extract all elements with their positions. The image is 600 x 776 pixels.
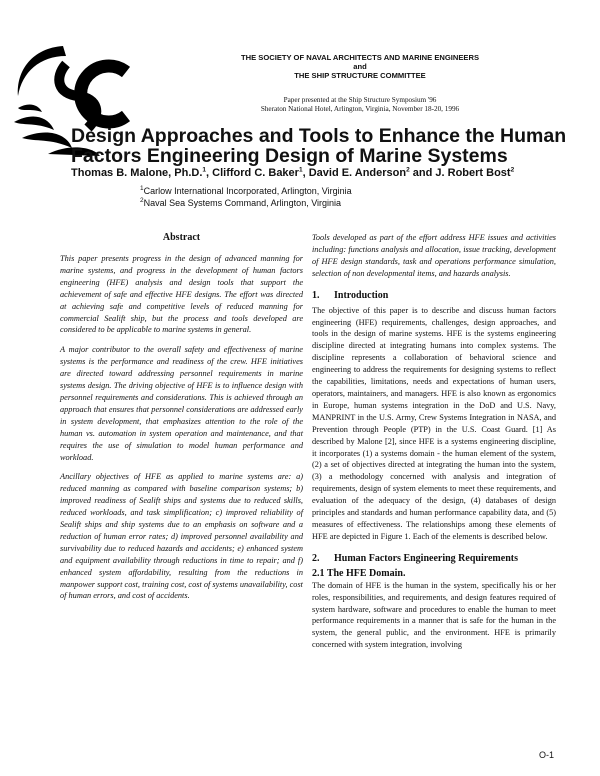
affiliation — [140, 198, 440, 208]
abstract-paragraph: This paper presents progress in the design of advanced manning for marine systems, and progress in the development of human factors engineering (HFE) analysis and design tools that support the achievement of safe and effective HFE designs. The effort was directed at achieving safe and competitive levels of reduced manning for commercial Sealift ship, but the process and tools developed are considered to be applicable to marine systems in general. — [60, 254, 303, 335]
symposium-note: Paper presented at the Ship Structure Symposium '96 — [283, 96, 437, 104]
abstract-paragraph: Tools developed as part of the effort address HFE issues and activities including: functions analysis and allocation, issue tracking, development of HFE design standards, task and operations performance simulation, selection of non developmental items, and hazards analysis. — [312, 233, 556, 278]
section-heading-introduction — [312, 290, 556, 302]
abstract-paragraph: Ancillary objectives of HFE as applied to marine systems are: a) reduced manning as compared with baseline comparison systems; b) improved readiness of Sealift ships and systems due to reduced skills, reduced workloads, and task simplification; c) improved reliability of Sealift ships and ship systems due to an emphasis on software and a reduction of human error rates; d) improved personnel availability and survivability due to reduced hazards and accidents; e) enhanced system and equipment availability through reductions in time to repair; and f) enhanced system affordability, resulting from the reductions in manpower support cost, training cost, cost of systems unavailability, cost of human errors, and cost of accidents. — [60, 472, 303, 601]
subsection-heading: 2.1 The HFE Domain. — [312, 567, 406, 579]
author-list — [71, 167, 591, 179]
author-name: David E. Anderson — [308, 167, 407, 179]
author-name: Clifford C. Baker — [212, 167, 299, 179]
author-affil-marker: 2 — [510, 166, 515, 174]
author-name: J. Robert Bost — [435, 167, 511, 179]
body-paragraph: The domain of HFE is the human in the system, specifically his or her roles, responsibilities, and requirements, and design features required of system hardware, software and procedures to enable the human to meet performance requirements in a manner that is safe for the human in the system, the general public, and the environment. HFE is primarily concerned with system integration, involving — [312, 580, 556, 650]
title-line-2: Factors Engineering Design of Marine Systems — [71, 145, 508, 167]
author-separator: and — [409, 167, 436, 179]
left-column — [60, 232, 303, 610]
author-affil-marker: 1 — [298, 166, 303, 174]
section-number: 1. — [312, 289, 320, 301]
body-paragraph: The objective of this paper is to describe and discuss human factors engineering (HFE) requirements, challenges, design approaches, and tools in the design of marine systems. HFE is the systems engineering discipline directed at integrating humans into complex systems. The discipline represents a collaboration of behavioral science and engineering to address the requirements for designing systems to reflect the capabilities, limitations, needs and expectations of human users, operators, maintainers, and managers. HFE is also known as ergonomics in Europe, human systems integration in the DoD and U.S. Navy, MANPRINT in the U.S. Army, Crew Systems Integration in NASA, and Prevention through People (PTP) in the U.S. Coast Guard. [1] As described by Malone [2], since HFE is a systems engineering discipline, it incorporates (1) a systems domain - the human element of the system, (2) a set of objectives directed at integrating the human into the system, (3) a methodology concerned with analysis and integration of requirements, design of system elements to meet these requirements, and evaluation of the adequacy of the design, (4) databases of design principles and standards and human performance capability data, and (5) measures of effectiveness. The relationships among these elements of HFE are depicted in Figure 1. Each of the elements is described below. — [312, 305, 556, 541]
abstract-heading: Abstract — [162, 232, 201, 243]
affiliation-text: Naval Sea Systems Command, Arlington, Virginia — [143, 198, 342, 208]
author-affil-marker: 2 — [406, 166, 410, 174]
section-title: Human Factors Engineering Requirements — [334, 552, 518, 564]
section-title: Introduction — [334, 289, 389, 301]
author-name: Thomas B. Malone, Ph.D. — [71, 167, 203, 179]
author-separator: , — [206, 167, 213, 179]
page-number: O-1 — [538, 750, 554, 760]
abstract-paragraph: A major contributor to the overall safety and effectiveness of marine systems is the performance and readiness of the crew. HFE initiatives are directed toward addressing personnel requirements in marine systems design. The driving objective of HFE is to influence design with personnel requirements and considerations. This is achieved through an approach that ensures that personnel considerations are addressed early in system development, that emphasizes attention to the role of the human vs. automation in system operation and maintenance, and that requires the use of simulation to model human performance and workload. — [60, 345, 303, 462]
section-number: 2. — [312, 552, 320, 564]
committee-name: THE SHIP STRUCTURE COMMITTEE — [294, 71, 426, 80]
affiliation — [140, 186, 440, 196]
author-affil-marker: 1 — [202, 166, 207, 174]
affiliation-marker: 1 — [140, 185, 144, 192]
right-column — [312, 232, 556, 659]
header-and: and — [353, 62, 367, 71]
section-heading-hfe-requirements — [312, 553, 556, 565]
affiliation-text: Carlow International Incorporated, Arlington, Virginia — [143, 186, 352, 196]
venue-note: Sheraton National Hotel, Arlington, Virginia, November 18-20, 1996 — [260, 105, 460, 113]
society-name: THE SOCIETY OF NAVAL ARCHITECTS AND MARINE ENGINEERS — [240, 53, 480, 62]
paper-title — [71, 126, 571, 166]
affiliation-marker: 2 — [140, 197, 144, 204]
author-separator: , — [302, 167, 309, 179]
title-line-1: Design Approaches and Tools to Enhance the Human — [71, 125, 567, 147]
